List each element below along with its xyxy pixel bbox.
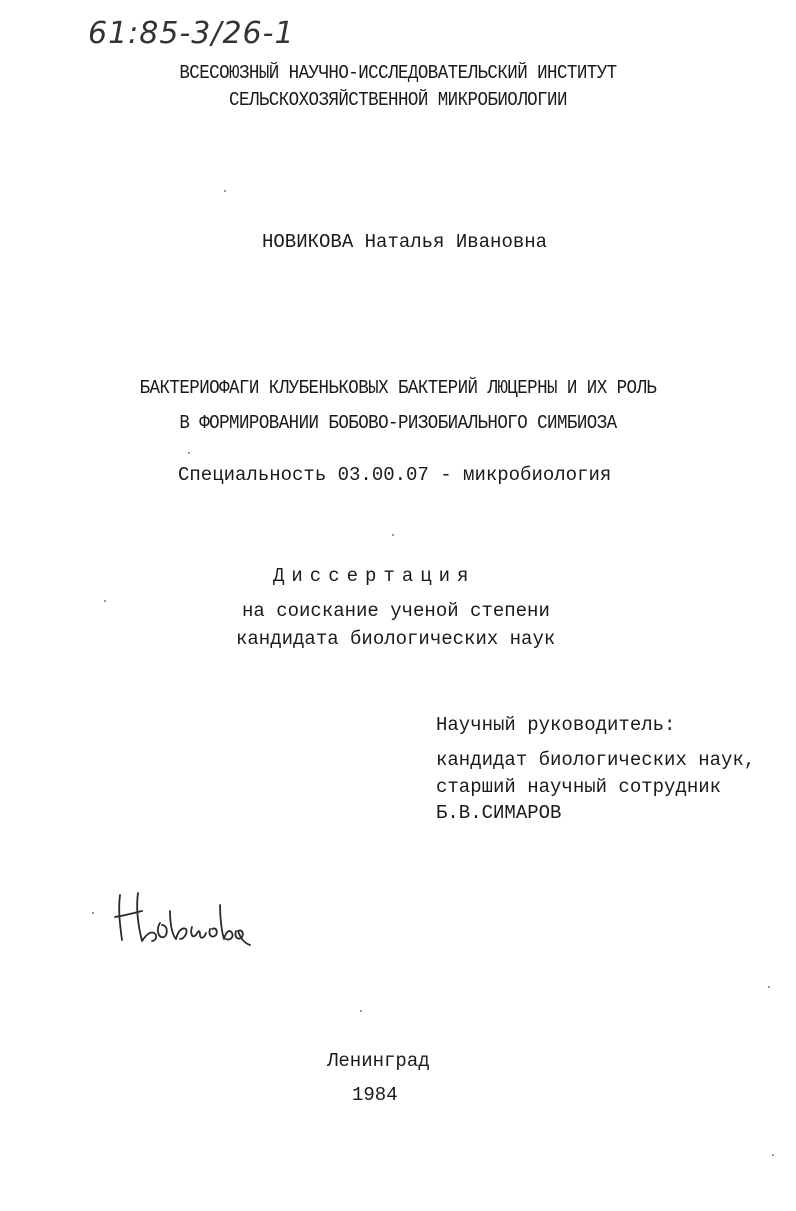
paper-speck (772, 1154, 774, 1156)
paper-speck (224, 190, 226, 192)
dissertation-heading: Диссертация (273, 565, 476, 587)
paper-speck (392, 534, 394, 536)
title-line-2: В ФОРМИРОВАНИИ БОБОВО-РИЗОБИАЛЬНОГО СИМБИОЗА (179, 412, 617, 434)
author-name: НОВИКОВА Наталья Ивановна (262, 231, 548, 253)
specialty: Специальность 03.00.07 - микробиология (178, 464, 612, 486)
supervisor-position: старший научный сотрудник (436, 776, 722, 798)
institution-line-1: ВСЕСОЮЗНЫЙ НАУЧНО-ИССЛЕДОВАТЕЛЬСКИЙ ИНСТИТУТ (179, 62, 617, 84)
supervisor-name: Б.В.СИМАРОВ (436, 802, 562, 824)
supervisor-degree: кандидат биологических наук, (436, 749, 756, 771)
paper-speck (188, 452, 190, 454)
paper-speck (104, 600, 106, 602)
paper-speck (92, 912, 94, 914)
title-line-1: БАКТЕРИОФАГИ КЛУБЕНЬКОВЫХ БАКТЕРИЙ ЛЮЦЕРНЫ И ИХ РОЛЬ (139, 377, 657, 399)
supervisor-label: Научный руководитель: (436, 714, 676, 736)
degree-purpose-line-2: кандидата биологических наук (236, 628, 556, 650)
archive-number-handwritten: 61:85-3/26-1 (88, 16, 295, 51)
institution-line-2: СЕЛЬСКОХОЗЯЙСТВЕННОЙ МИКРОБИОЛОГИИ (229, 89, 567, 111)
year: 1984 (352, 1084, 398, 1106)
degree-purpose-line-1: на соискание ученой степени (242, 600, 550, 622)
author-signature (112, 885, 252, 960)
paper-speck (768, 986, 770, 988)
paper-speck (360, 1010, 362, 1012)
city: Ленинград (327, 1050, 430, 1072)
